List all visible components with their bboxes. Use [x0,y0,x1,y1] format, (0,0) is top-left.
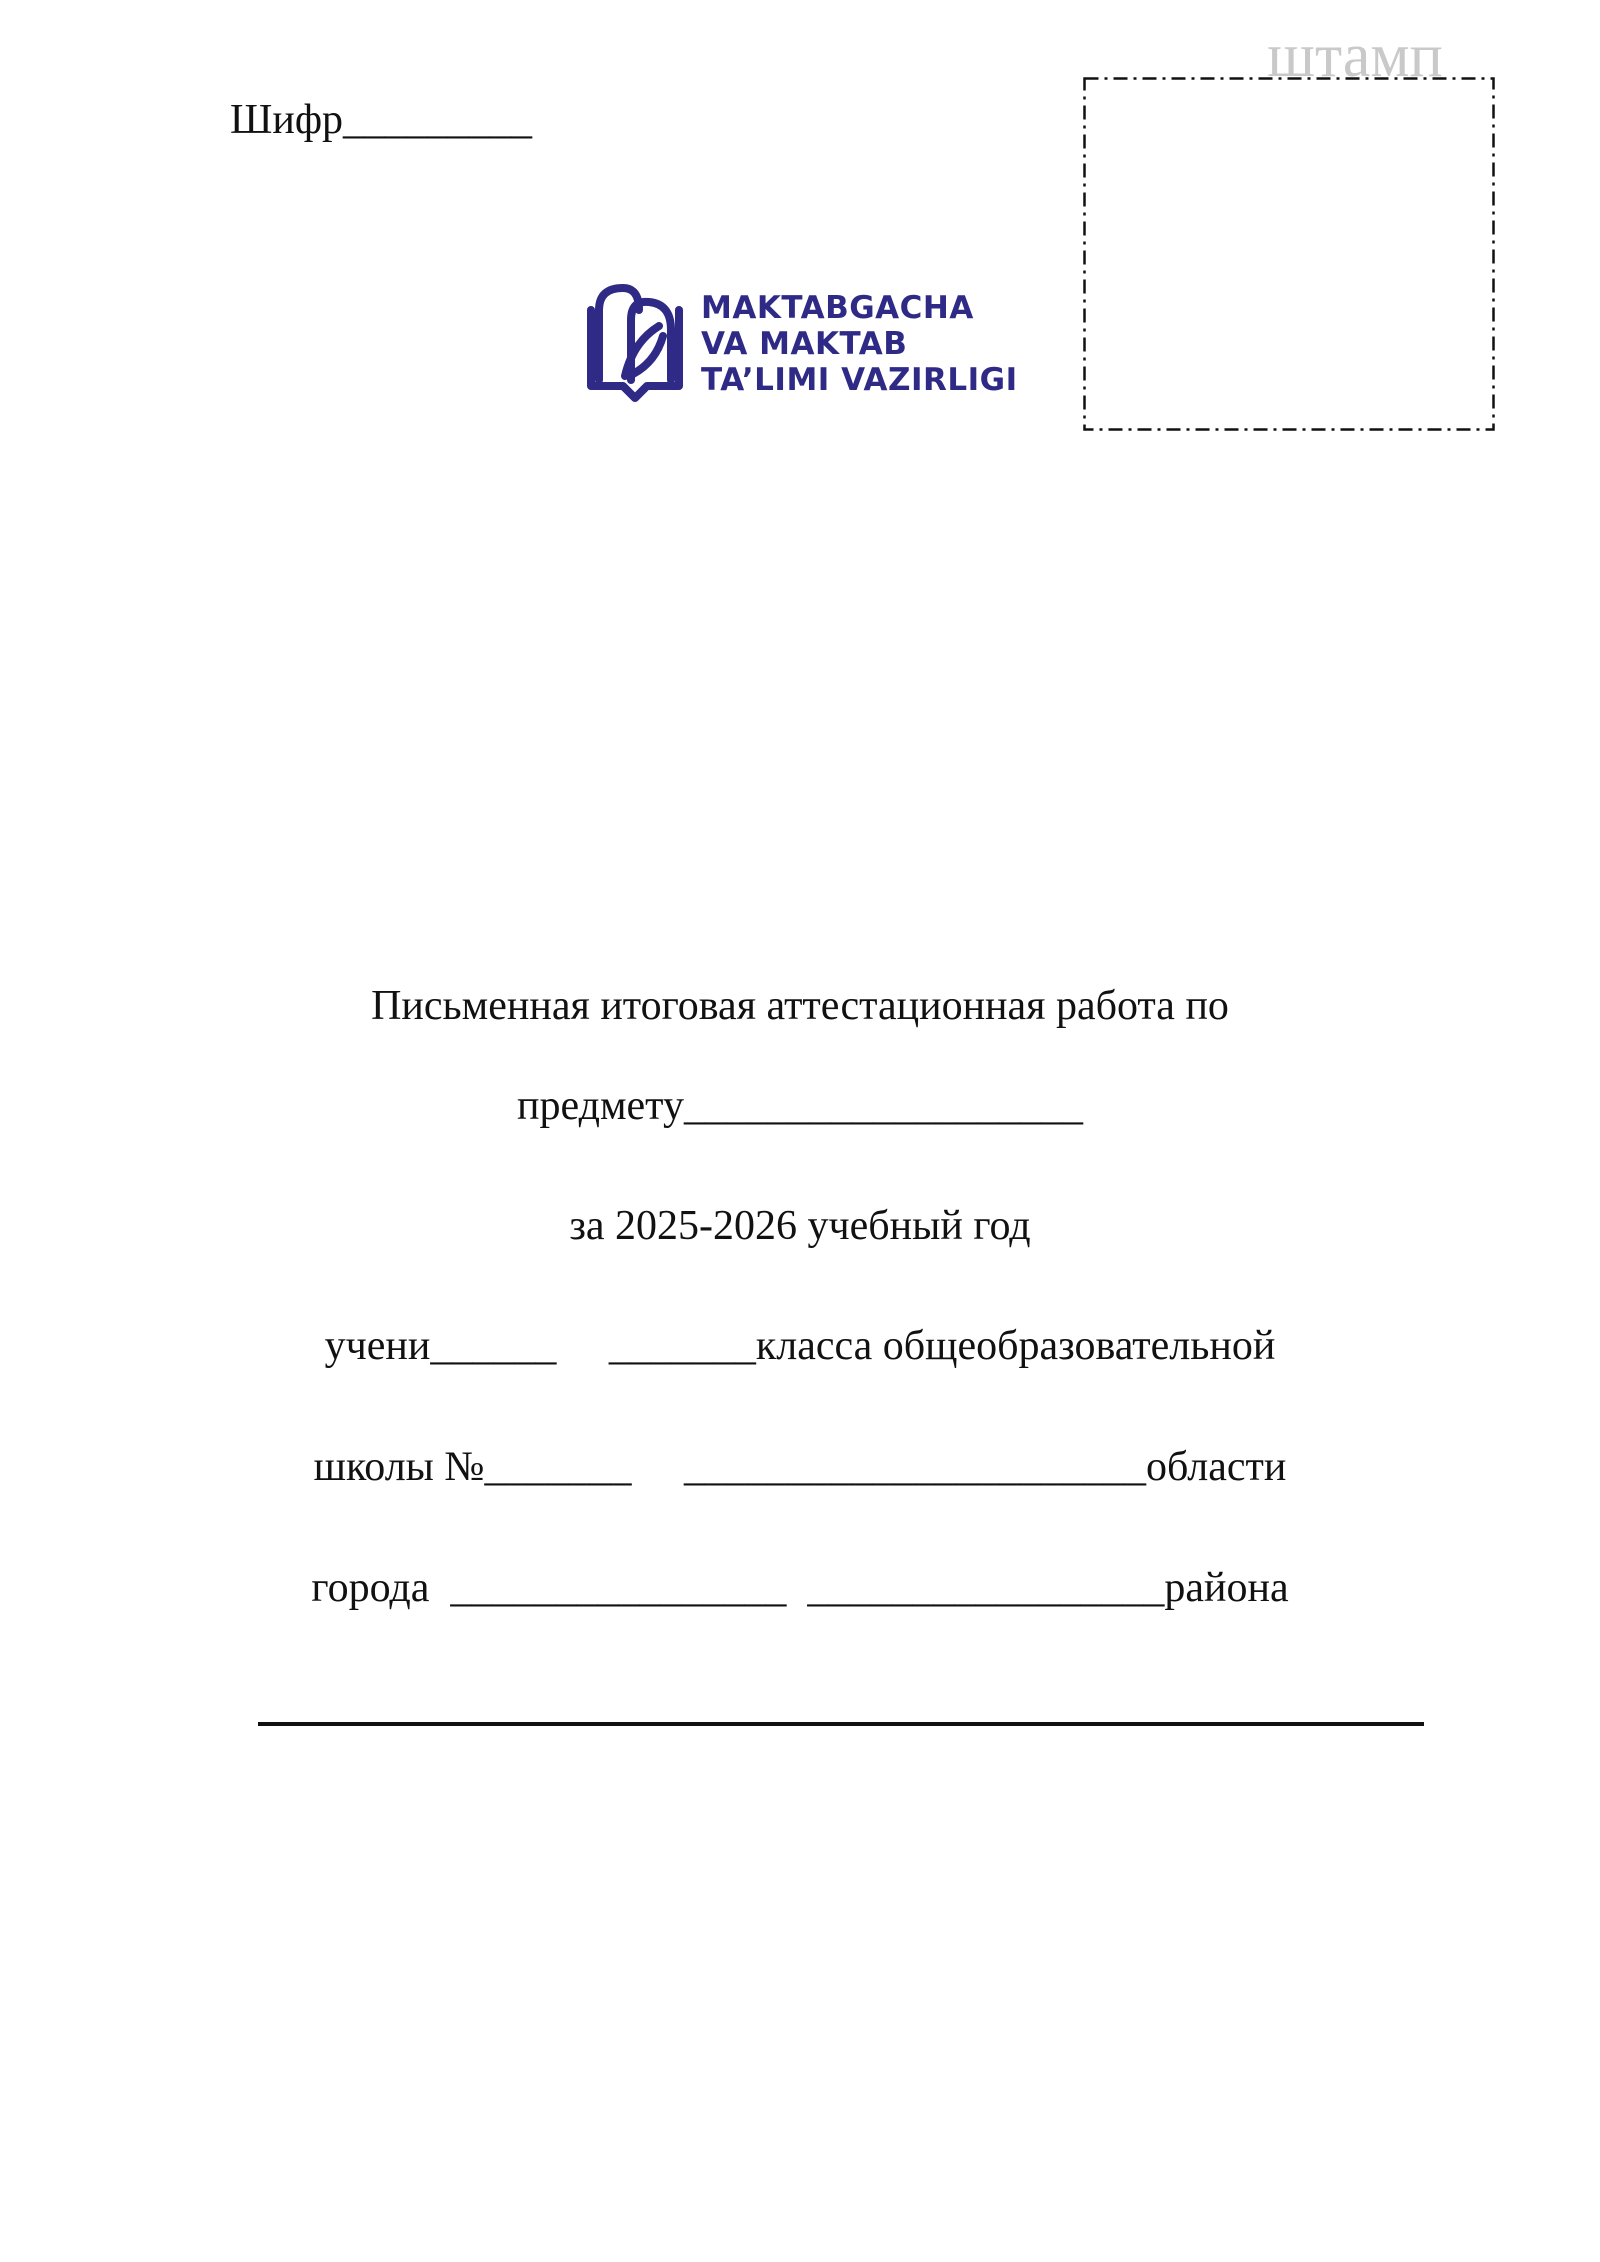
stamp-box [1083,77,1495,431]
logo-line-3: TA’LIMI VAZIRLIGI [701,362,1018,398]
logo-line-1: MAKTABGACHA [701,290,974,326]
stamp-label: штамп [1267,22,1443,90]
student-class-field: учени______ _______класса общеобразовательной [324,1323,1276,1369]
academic-year: за 2025-2026 учебный год [569,1203,1031,1249]
open-book-leaf-icon [585,280,685,405]
cipher-field: Шифр_________ [230,97,533,143]
subject-field: предмету___________________ [517,1083,1083,1129]
bottom-signature-line [258,1722,1424,1726]
ministry-logo [585,280,1018,410]
city-district-field: города ________________ _________________района [311,1565,1289,1611]
logo-line-2: VA MAKTAB [701,326,908,362]
logo-wordmark [701,290,1018,398]
school-region-field: школы №_______ ______________________области [313,1444,1287,1490]
title-line-1: Письменная итоговая аттестационная работа по [371,983,1229,1029]
